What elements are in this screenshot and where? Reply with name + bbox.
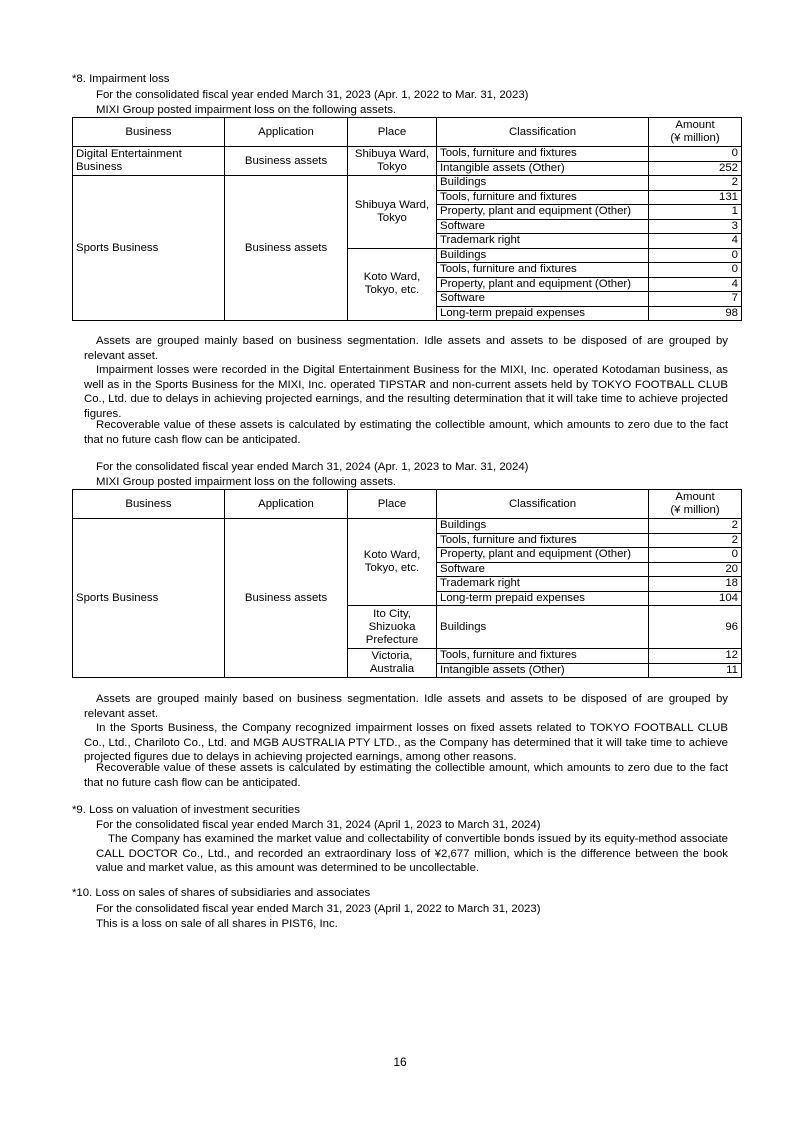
cell-business: Sports Business — [73, 519, 225, 678]
note8-fy2024-intro: MIXI Group posted impairment loss on the following assets. — [96, 476, 397, 488]
cell-amount: 3 — [649, 219, 742, 234]
note8-fy2024-period: For the consolidated fiscal year ended March 31, 2024 (Apr. 1, 2023 to Mar. 31, 2024) — [96, 461, 529, 473]
cell-amount: 0 — [649, 548, 742, 563]
cell-application: Business assets — [225, 147, 348, 176]
cell-classification: Buildings — [437, 519, 649, 534]
cell-amount: 18 — [649, 577, 742, 592]
col-header-business: Business — [73, 118, 225, 147]
note8-fy2024-paragraph-2: In the Sports Business, the Company recognized impairment losses on fixed assets related to TOKYO FOOTBALL CLUB Co., Ltd., Chariloto Co., Ltd. and MGB AUSTRALIA PTY LTD., as the Company has determined that it will take time to achieve projected figures due to delays in achieving projected earnings, among other reasons. — [84, 722, 728, 764]
cell-amount: 7 — [649, 292, 742, 307]
note8-fy2023-paragraph-1: Assets are grouped mainly based on business segmentation. Idle assets and assets to be disposed of are grouped by relevant asset. — [84, 335, 728, 362]
col-header-place: Place — [348, 490, 437, 519]
cell-business: Sports Business — [73, 176, 225, 321]
cell-place: Shibuya Ward, Tokyo — [348, 176, 437, 249]
cell-amount: 12 — [649, 649, 742, 664]
cell-classification: Software — [437, 562, 649, 577]
cell-classification: Tools, furniture and fixtures — [437, 263, 649, 278]
cell-amount: 11 — [649, 663, 742, 678]
col-header-classification: Classification — [437, 490, 649, 519]
cell-place: Koto Ward, Tokyo, etc. — [348, 519, 437, 606]
cell-amount: 0 — [649, 263, 742, 278]
col-header-classification: Classification — [437, 118, 649, 147]
cell-classification: Property, plant and equipment (Other) — [437, 548, 649, 563]
cell-amount: 96 — [649, 606, 742, 649]
page-number: 16 — [393, 1055, 407, 1069]
cell-place: Victoria, Australia — [348, 649, 437, 678]
cell-classification: Intangible assets (Other) — [437, 161, 649, 176]
cell-amount: 1 — [649, 205, 742, 220]
table-row — [73, 519, 742, 534]
col-header-business: Business — [73, 490, 225, 519]
col-header-place: Place — [348, 118, 437, 147]
cell-amount: 252 — [649, 161, 742, 176]
cell-amount: 2 — [649, 519, 742, 534]
cell-place: Shibuya Ward, Tokyo — [348, 147, 437, 176]
table-row — [73, 176, 742, 191]
cell-amount: 131 — [649, 190, 742, 205]
cell-amount: 98 — [649, 306, 742, 321]
note9-period: For the consolidated fiscal year ended March 31, 2024 (April 1, 2023 to March 31, 2024) — [96, 819, 541, 831]
cell-amount: 2 — [649, 533, 742, 548]
col-header-application: Application — [225, 118, 348, 147]
cell-classification: Trademark right — [437, 234, 649, 249]
impairment-table-fy2024 — [72, 489, 742, 678]
cell-amount: 104 — [649, 591, 742, 606]
cell-classification: Tools, furniture and fixtures — [437, 533, 649, 548]
impairment-table-fy2023 — [72, 117, 742, 321]
cell-classification: Long-term prepaid expenses — [437, 306, 649, 321]
cell-classification: Buildings — [437, 606, 649, 649]
cell-classification: Tools, furniture and fixtures — [437, 147, 649, 162]
cell-place: Koto Ward, Tokyo, etc. — [348, 248, 437, 321]
note8-fy2023-paragraph-2: Impairment losses were recorded in the Digital Entertainment Business for the MIXI, Inc. operated Kotodaman business, as well as in the Sports Business for the MIXI, Inc. operated TIPSTAR and non-current assets held by TOKYO FOOTBALL CLUB Co., Ltd. due to delays in achieving projected earnings, and the resulting determination that it will take time to achieve projected figures. — [84, 364, 728, 420]
cell-amount: 0 — [649, 248, 742, 263]
table-row — [73, 147, 742, 162]
note10-period: For the consolidated fiscal year ended March 31, 2023 (April 1, 2022 to March 31, 2023) — [96, 903, 541, 915]
col-header-application: Application — [225, 490, 348, 519]
cell-amount: 20 — [649, 562, 742, 577]
cell-classification: Software — [437, 292, 649, 307]
cell-amount: 4 — [649, 277, 742, 292]
cell-classification: Buildings — [437, 176, 649, 191]
cell-classification: Property, plant and equipment (Other) — [437, 277, 649, 292]
cell-amount: 0 — [649, 147, 742, 162]
note10-body: This is a loss on sale of all shares in PIST6, Inc. — [96, 918, 338, 930]
cell-amount: 4 — [649, 234, 742, 249]
note8-fy2023-intro: MIXI Group posted impairment loss on the following assets. — [96, 104, 397, 116]
cell-classification: Long-term prepaid expenses — [437, 591, 649, 606]
cell-amount: 2 — [649, 176, 742, 191]
cell-classification: Software — [437, 219, 649, 234]
note8-heading: *8. Impairment loss — [72, 73, 170, 85]
cell-application: Business assets — [225, 519, 348, 678]
cell-classification: Intangible assets (Other) — [437, 663, 649, 678]
cell-classification: Property, plant and equipment (Other) — [437, 205, 649, 220]
cell-classification: Buildings — [437, 248, 649, 263]
table-header-row — [73, 118, 742, 147]
cell-business: Digital Entertainment Business — [73, 147, 225, 176]
note8-fy2023-paragraph-3: Recoverable value of these assets is calculated by estimating the collectible amount, which amounts to zero due to the fact that no future cash flow can be anticipated. — [84, 419, 728, 446]
col-header-amount: Amount (¥ million) — [649, 490, 742, 519]
cell-classification: Trademark right — [437, 577, 649, 592]
note9-body: The Company has examined the market value and collectability of convertible bonds issued by its equity-method associate CALL DOCTOR Co., Ltd., and recorded an extraordinary loss of ¥2,677 million, which is the difference between the book value and market value, as this amount was determined to be uncollectable. — [96, 833, 728, 875]
note8-fy2023-period: For the consolidated fiscal year ended March 31, 2023 (Apr. 1, 2022 to Mar. 31, 2023) — [96, 89, 529, 101]
note8-fy2024-paragraph-3: Recoverable value of these assets is calculated by estimating the collectible amount, which amounts to zero due to the fact that no future cash flow can be anticipated. — [84, 762, 728, 789]
cell-classification: Tools, furniture and fixtures — [437, 190, 649, 205]
cell-place: Ito City, Shizuoka Prefecture — [348, 606, 437, 649]
note8-fy2024-paragraph-1: Assets are grouped mainly based on business segmentation. Idle assets and assets to be disposed of are grouped by relevant asset. — [84, 693, 728, 720]
note10-heading: *10. Loss on sales of shares of subsidiaries and associates — [72, 887, 371, 899]
table-header-row — [73, 490, 742, 519]
cell-application: Business assets — [225, 176, 348, 321]
note9-heading: *9. Loss on valuation of investment securities — [72, 804, 300, 816]
cell-classification: Tools, furniture and fixtures — [437, 649, 649, 664]
col-header-amount: Amount (¥ million) — [649, 118, 742, 147]
